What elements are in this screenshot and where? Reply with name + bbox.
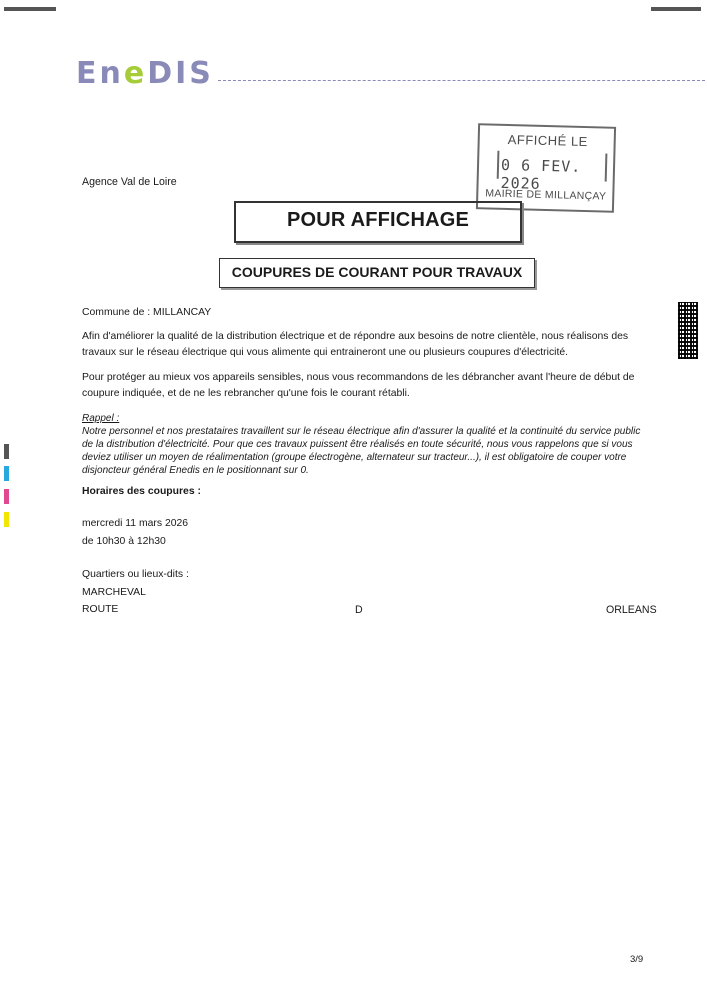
- commune-line: Commune de : MILLANCAY: [82, 307, 212, 318]
- datamatrix-code: [678, 302, 698, 359]
- rappel-label: Rappel :: [82, 413, 120, 424]
- subtitle-box: [219, 258, 535, 288]
- stamp-date: 0 6 FEV. 2026: [500, 155, 582, 193]
- top-right-mark: [651, 7, 701, 11]
- banner-box: [234, 201, 522, 243]
- margin-mark-magenta: [4, 489, 9, 504]
- rappel-text: Notre personnel et nos prestataires travaillent sur le réseau électrique afin d'assurer la qualité et la continuité du service public de la distribution d'électricité. Pour que ces travaux puissent être réalisés en toute sécurité, nous vous rappelons que si vous deviez utiliser un moyen de réalimentation (groupe électrogène, alternateur sur tracteur...), il est obligatoire de couper votre disjoncteur général Enedis en le positionnant sur 0.: [82, 426, 641, 476]
- margin-mark-grey: [4, 444, 9, 459]
- header-rule: [218, 80, 705, 81]
- intro-paragraph-2: Pour protéger au mieux vos appareils sensibles, nous vous recommandons de les débrancher avant l'heure de début de coupure indiquée, et de ne les rebrancher qu'une fois le courant rétabli.: [82, 372, 635, 399]
- page-number: 3/9: [630, 954, 644, 965]
- posting-stamp: [476, 123, 616, 213]
- stamp-line-3: MAIRIE DE MILLANÇAY: [485, 187, 607, 203]
- margin-mark-yellow: [4, 512, 9, 527]
- route-col-2: D: [355, 604, 363, 616]
- stamp-line-1: AFFICHÉ LE: [507, 131, 589, 150]
- schedule-heading: Horaires des coupures :: [82, 486, 201, 497]
- margin-mark-cyan: [4, 466, 9, 481]
- outage-time: de 10h30 à 12h30: [82, 536, 166, 547]
- agency-label: Agence Val de Loire: [82, 176, 177, 188]
- top-left-mark: [4, 7, 56, 11]
- place-name: MARCHEVAL: [82, 587, 146, 598]
- outage-date: mercredi 11 mars 2026: [82, 518, 189, 529]
- enedis-logo: EneDIS: [76, 56, 214, 91]
- subtitle-title: COUPURES DE COURANT POUR TRAVAUX: [231, 264, 523, 280]
- route-col-3: ORLEANS: [606, 604, 657, 616]
- route-col-1: ROUTE: [82, 604, 119, 615]
- banner-title: POUR AFFICHAGE: [286, 209, 470, 231]
- intro-paragraph-1: Afin d'améliorer la qualité de la distribution électrique et de répondre aux besoins de notre clientèle, nous réalisons des travaux sur le réseau électrique qui vous alimente qui entraineront une ou plusieurs coupures d'électricité.: [82, 331, 629, 358]
- places-heading: Quartiers ou lieux-dits :: [82, 569, 189, 580]
